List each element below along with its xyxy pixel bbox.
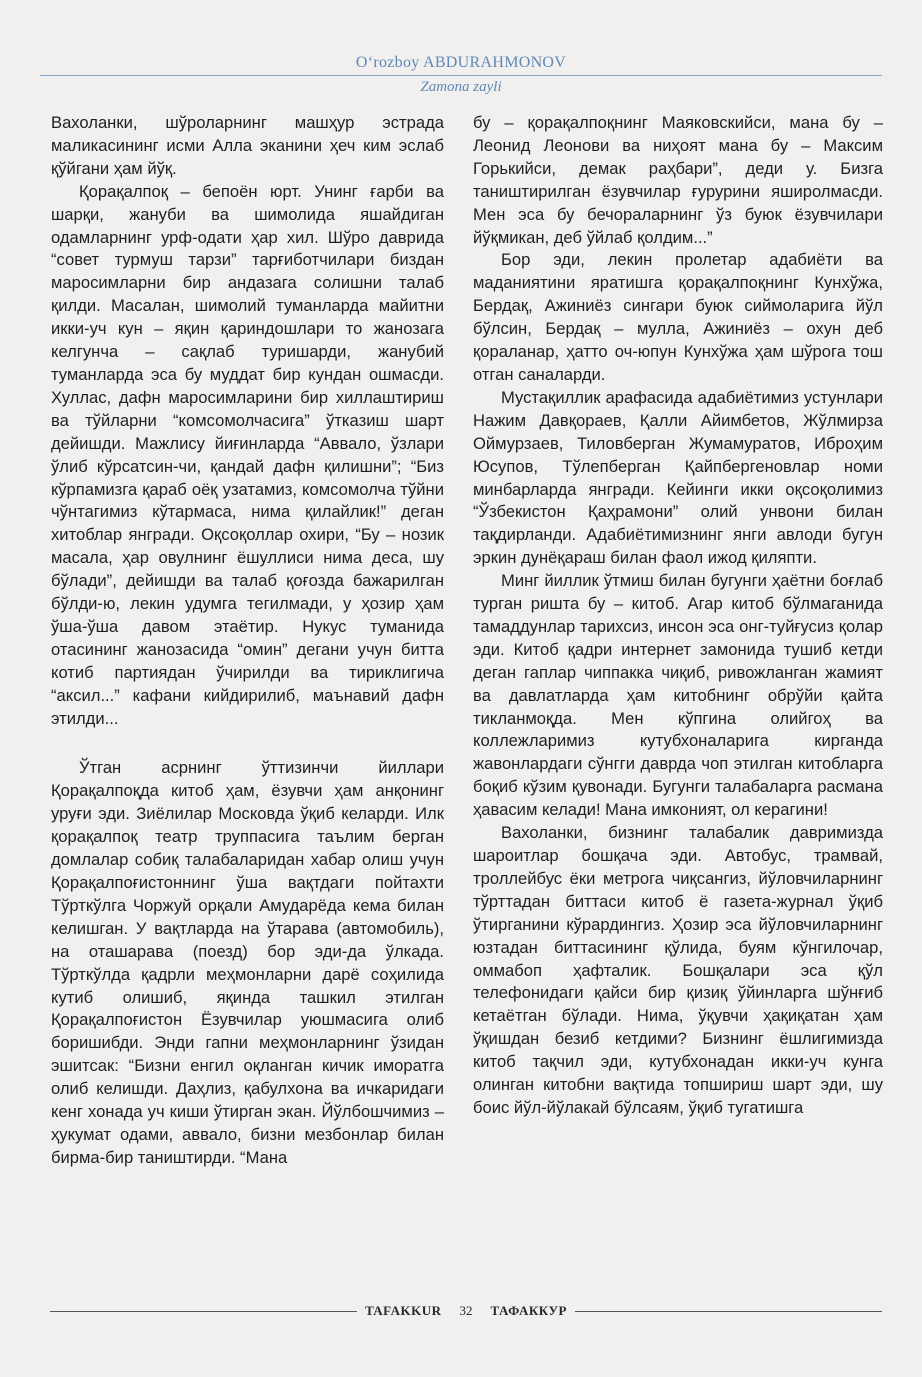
page-footer [50, 1300, 882, 1322]
footer-label-cyrillic: ТАФАККУР [490, 1303, 567, 1318]
paragraph: Қорақалпоқ – бепоён юрт. Унинг ғарби ва шарқи, жануби ва шимолида яшайдиган одамларнинг урф-одати ҳар хил. Шўро даврида “совет турмуш тарзи” тарғиботчилари биздан маросимларни бир андазага солишни талаб қилди. Масалан, шимолий туманларда майитни икки-уч кун – яқин қариндошлари то жанозага келгунча – сақлаб туришарди, жанубий туманларда эса бу муддат бир кундан ошмасди. Хуллас, дафн маросимларини бир хиллаштириш ва тўйларни “комсомолчасига” ўтказиш шарт дейишди. Мажлису йиғинларда “Аввало, ўзлари ўлиб кўрсатсин-чи, қандай дафн қилишни”; “Биз кўрпамизга қараб оёқ узатамиз, комсомолча тўйни чўнтагимиз кўтармаса, нима қилайлик!” деган хитоблар янгради. Оқсоқоллар охири, “Бу – нозик масала, ҳар овулнинг ёшуллиси нима деса, шу бўлади”, дейишди ва талаб қоғозда бажарилган бўлди-ю, лекин удумга тегилмади, у ҳозир ҳам ўша-ўша давом этаётир. Нукус туманида отасининг жанозасида “омин” дегани учун битта котиб партиядан ўчирилди ва тириклигича “аксил...” кафани кийдирилиб, маънавий дафн этилди... [51, 181, 444, 728]
right-column [473, 112, 883, 1120]
paragraph: Бор эди, лекин пролетар адабиёти ва маданиятини яратишга қорақалпоқнинг Кунхўжа, Бердақ, Ажиниёз сингари буюк сиймоларига йўл бўлсин, Бердақ – мулла, Ажиниёз – охун деб қораланар, ҳатто оч-юпун Кунхўжа ҳам шўрога тош отган саналарди. [473, 250, 883, 384]
header-rule [40, 75, 882, 76]
paragraph: Минг йиллик ўтмиш билан бугунги ҳаётни боғлаб турган ришта бу – китоб. Агар китоб бўлмаганида тамаддунлар тарихсиз, инсон эса онг-туйғусиз қолар эди. Китоб қадри интернет замонида тушиб кетди деган гаплар чиппакка чиқиб, ривожланган жамият ва давлатларда ҳам китобнинг обрўйи қайта тикланмоқда. Мен кўпгина олийгоҳ ва коллежларимиз кутубхоналарига кирганда жавонлардаги сўнгги даврда чоп этилган китобларга боқиб кўзим қувонади. Бугунги талабаларга расмана ҳавасим келади! Мана имконият, ол керагини! [473, 571, 883, 820]
page-number: 32 [459, 1303, 473, 1318]
footer-label-latin: TAFAKKUR [365, 1303, 442, 1318]
header-subtitle: Zamona zayli [420, 79, 502, 95]
footer-rule-right [575, 1311, 882, 1312]
paragraph: Вахоланки, шўроларнинг машҳур эстрада маликасининг исми Алла эканини ҳеч ким эслаб қўйгани ҳам йўқ. [51, 113, 444, 178]
header-author: O‘rozboy ABDURAHMONOV [355, 54, 567, 71]
paragraph: Ўтган асрнинг ўттизинчи йиллари Қорақалпоқда китоб ҳам, ёзувчи ҳам анқонинг уруғи эди. Зиёлилар Московда ўқиб келарди. Илк қорақалпоқ театр труппасига таълим берган домлалар собиқ талабаларидан хабар олиш учун Қорақалпоғистоннинг ўша вақтдаги пойтахти Тўрткўлга Чоржуй орқали Амударёда кема билан келишган. У вақтларда на ўтарава (автомобиль), на оташарава (поезд) бор эди-да ўлкада. Тўрткўлда қадрли меҳмонларни дарё соҳилида кутиб олишиб, яқинда ташкил этилган Қорақалпоғистон Ёзувчилар уюшмасига олиб боришибди. Энди гапни меҳмонларнинг ўзидан эшитсак: “Бизни енгил оқланган кичик иморатга олиб келишди. Даҳлиз, қабулхона ва ичкаридаги кенг хонада уч киши ўтирган экан. Йўлбошчимиз – ҳукумат одами, аввало, бизни мезбонлар билан бирма-бир таништирди. “Мана [51, 758, 444, 1167]
paragraph: Мустақиллик арафасида адабиётимиз устунлари Нажим Давқораев, Қалли Айимбетов, Жўлмирза Оймурзаев, Тиловберган Жумамуратов, Иброҳим Юсупов, Тўлепберган Қайпбергеновлар номи минбарларда янгради. Кейинги икки оқсоқолимиз “Ўзбекистон Қаҳрамони” олий унвони билан тақдирланди. Адабиётимизнинг янги авлоди бугун эркин дунёқараш билан фаол ижод қиляпти. [473, 387, 883, 568]
left-column [51, 112, 444, 1170]
running-header [40, 52, 882, 100]
footer-rule-left [50, 1311, 357, 1312]
paragraph: бу – қорақалпоқнинг Маяковскийси, мана бу – Леонид Леонови ва ниҳоят мана бу – Максим Горькийси, демак раҳбари”, деди у. Бизга таништирилган ёзувчилар ғурурини яширолмасди. Мен эса бу бечораларнинг ўз буюк ёзувчилари йўқмикан, деб ўйлаб қолдим...” [473, 113, 883, 247]
section-spacer [51, 730, 444, 757]
paragraph: Вахоланки, бизнинг талабалик давримизда шароитлар бошқача эди. Автобус, трамвай, троллейбус ёки метрога чиқсангиз, йўловчиларнинг тўрттадан биттаси китоб ё газета-журнал ўқиб ўтирганини кўрардингиз. Ҳозир эса йўловчиларнинг юзтадан биттасининг қўлида, буям кўнгилочар, оммабоп ҳафталик. Бошқалари эса қўл телефонидаги қайси бир қизиқ ўйинларга шўнғиб кетаётган бўлади. Нима, ўқувчи ҳақиқатан ҳам ўқишдан безиб кетдими? Бизнинг ёшлигимизда китоб тақчил эди, кутубхонадан икки-уч кунга олинган китобни вақтида топшириш шарт эди, шу боис йўл-йўлакай бўлсаям, ўқиб тугатишга [473, 823, 883, 1117]
